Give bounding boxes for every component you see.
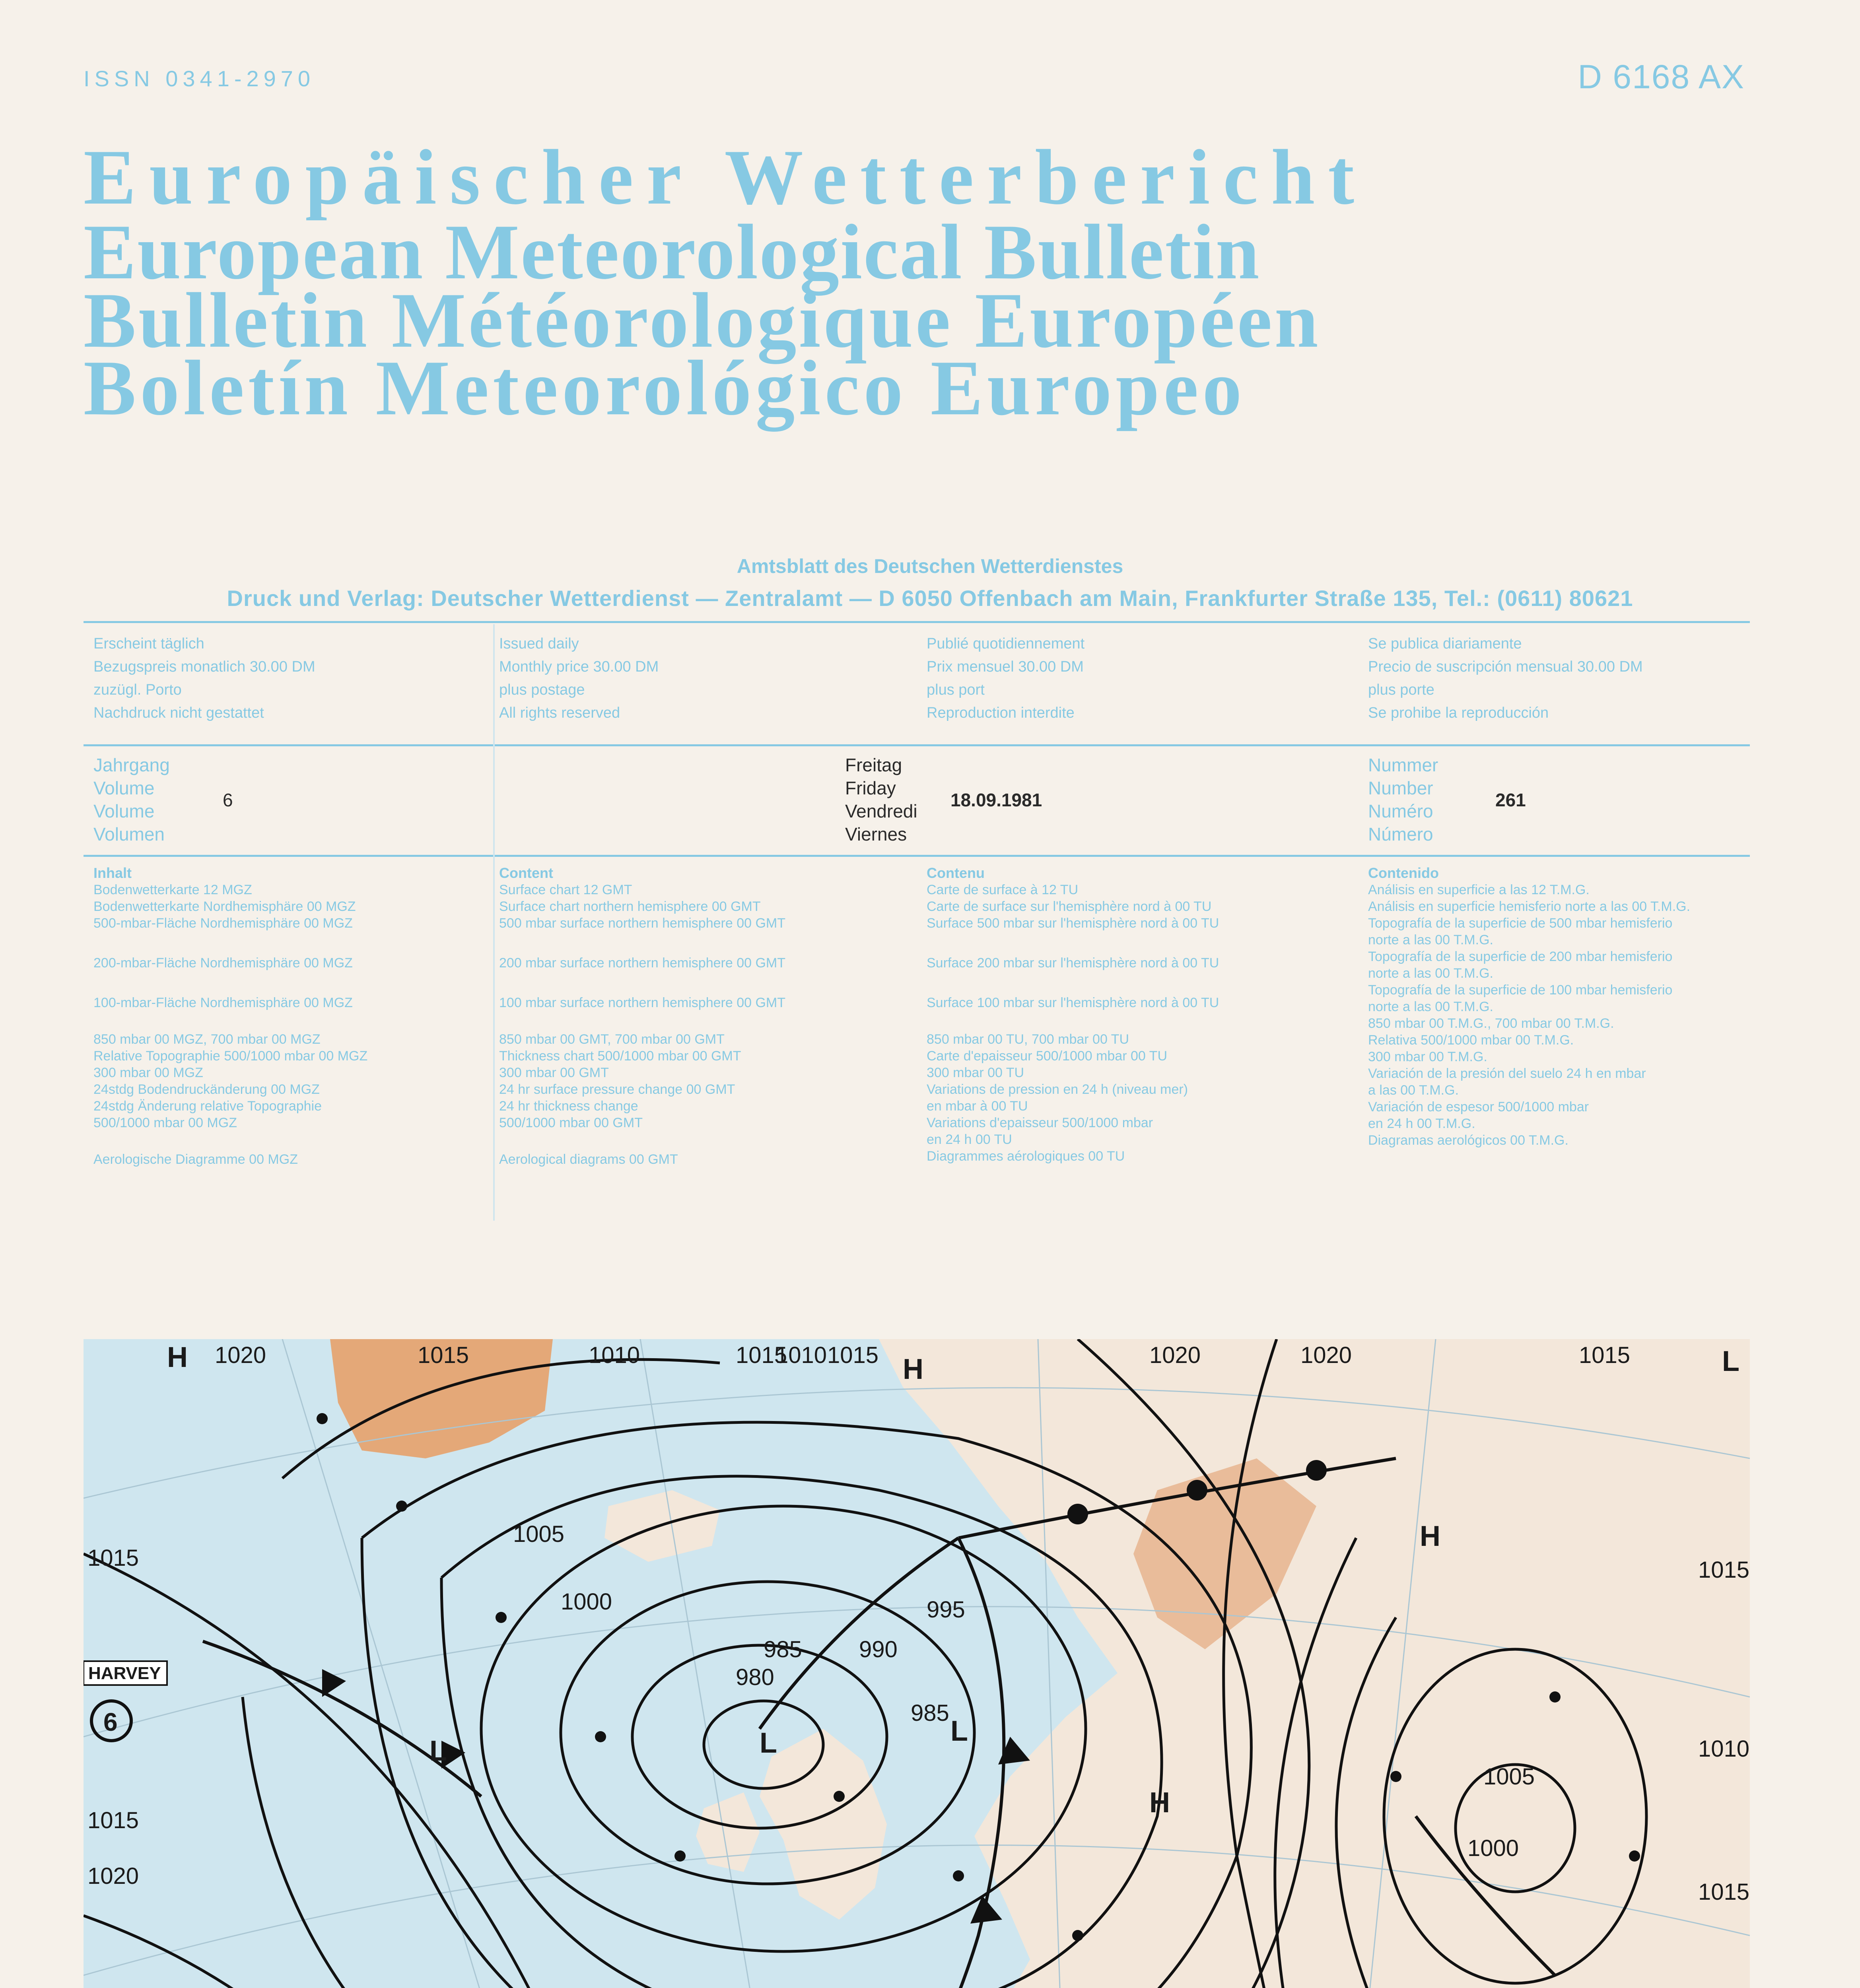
volume-value: 6 [223,790,233,810]
contents-item: Surface 200 mbar sur l'hemisphère nord à 00 TU [927,955,1219,971]
contents-item: Diagramas aerológicos 00 T.M.G. [1368,1133,1568,1148]
pressure-label: 1015 [736,1342,787,1368]
station-marker [953,1870,964,1881]
contents-heading: Content [499,865,553,881]
number-label: Nummer [1368,755,1438,775]
pressure-label: 1015 [87,1807,139,1833]
number-labels [1368,753,1438,846]
contents-item: Topografía de la superficie de 500 mbar hemisferio [1368,916,1673,931]
pressure-label: 985 [911,1700,949,1726]
number-label: Número [1368,824,1433,845]
pressure-label: 1005 [513,1521,565,1547]
low-pressure-center: L [950,1715,968,1747]
contents-item: norte a las 00 T.M.G. [1368,966,1493,981]
day-label: Friday [845,778,896,798]
info-line: Issued daily [499,635,579,652]
pressure-label: 1020 [87,1863,139,1889]
contents-item: Thickness chart 500/1000 mbar 00 GMT [499,1048,741,1064]
warm-front-semicircle [1067,1504,1088,1524]
contents-item: 24stdg Bodendruckänderung 00 MGZ [93,1082,320,1097]
contents-item: 500-mbar-Fläche Nordhemisphäre 00 MGZ [93,916,353,931]
pressure-label: 1015 [87,1545,139,1571]
contents-item: en 24 h 00 TU [927,1132,1012,1147]
contents-item: 300 mbar 00 TU [927,1065,1024,1080]
contents-item: Carte de surface à 12 TU [927,882,1079,897]
pressure-label: 1015 [418,1342,469,1368]
contents-item: Análisis en superficie a las 12 T.M.G. [1368,882,1590,897]
surface-weather-map [84,1339,1750,1988]
low-pressure-center: L [1722,1345,1739,1377]
contents-item: Surface 500 mbar sur l'hemisphère nord à 00 TU [927,916,1219,931]
contents-item: norte a las 00 T.M.G. [1368,999,1493,1014]
contents-heading: Contenido [1368,865,1439,881]
pressure-label: 1020 [1300,1342,1352,1368]
pressure-label: 1015 [1698,1557,1750,1583]
station-marker [1072,1930,1083,1941]
pressure-label: 1015 [1579,1342,1631,1368]
pressure-label: 1020 [215,1342,266,1368]
station-marker [674,1850,686,1862]
contents-item: Variations de pression en 24 h (niveau mer) [927,1082,1188,1097]
volume-labels [93,753,170,846]
low-pressure-center: L [760,1727,777,1759]
pressure-label: 1000 [1467,1835,1519,1861]
station-marker [1629,1850,1640,1862]
day-labels [845,753,917,846]
warm-front-semicircle [1306,1460,1327,1481]
station-marker [834,1791,845,1802]
issue-number: 261 [1495,790,1526,810]
rule-top [84,621,1750,623]
high-pressure-center: H [167,1342,188,1373]
contents-item: Aerologische Diagramme 00 MGZ [93,1152,298,1167]
contents-item: Análisis en superficie hemisferio norte a las 00 T.M.G. [1368,899,1691,914]
contents-item: norte a las 00 T.M.G. [1368,932,1493,947]
pressure-label: 990 [859,1637,898,1662]
contents-item: Carte de surface sur l'hemisphère nord à 00 TU [927,899,1212,914]
pressure-label: 1020 [1149,1342,1201,1368]
info-column-de [93,632,483,724]
info-line: Publié quotidiennement [927,635,1085,652]
contents-heading: Inhalt [93,865,132,881]
contents-item: 850 mbar 00 TU, 700 mbar 00 TU [927,1032,1129,1047]
contents-column-de [93,865,367,1168]
rule-mid [84,744,1750,746]
contents-item: 500/1000 mbar 00 GMT [499,1115,643,1130]
info-line: plus port [927,681,985,698]
contents-item: Variación de espesor 500/1000 mbar [1368,1099,1589,1114]
info-line: plus porte [1368,681,1434,698]
info-line: Prix mensuel 30.00 DM [927,658,1084,675]
contents-item: Bodenwetterkarte 12 MGZ [93,882,252,897]
publication-code: D 6168 AX [1578,58,1745,95]
contents-column-es [1368,865,1690,1149]
volume-label: Volumen [93,824,165,845]
contents-item: Variations d'epaisseur 500/1000 mbar [927,1115,1153,1130]
station-marker [496,1612,507,1623]
contents-item: Topografía de la superficie de 200 mbar hemisferio [1368,949,1673,964]
number-label: Numéro [1368,801,1433,821]
day-label: Vendredi [845,801,917,821]
high-pressure-center: H [1149,1787,1170,1819]
weather-map-svg [84,1339,1750,1988]
contents-item: Surface chart 12 GMT [499,882,632,897]
contents-item: 850 mbar 00 T.M.G., 700 mbar 00 T.M.G. [1368,1016,1614,1031]
pressure-label: 1015 [1698,1879,1750,1905]
storm-label: HARVEY [88,1664,161,1683]
contents-item: Aerological diagrams 00 GMT [499,1152,678,1167]
warm-front-semicircle [1187,1480,1207,1501]
pressure-label: 980 [736,1664,774,1690]
volume-label: Volume [93,778,155,798]
high-pressure-center: H [903,1353,923,1385]
title-german: Europäischer Wetterbericht [84,134,1368,221]
issue-date: 18.09.1981 [950,790,1042,810]
contents-item: 100-mbar-Fläche Nordhemisphäre 00 MGZ [93,995,353,1010]
title-english: European Meteorological Bulletin [84,208,1261,295]
pressure-label: 1005 [1483,1764,1535,1790]
contents-item: Variación de la presión del suelo 24 h en mbar [1368,1066,1646,1081]
contents-item: Relativa 500/1000 mbar 00 T.M.G. [1368,1033,1574,1048]
contents-item: Carte d'epaisseur 500/1000 mbar 00 TU [927,1048,1167,1064]
title-spanish: Boletín Meteorológico Europeo [84,344,1246,431]
pressure-label: 1010 [775,1342,827,1368]
contents-item: 200-mbar-Fläche Nordhemisphäre 00 MGZ [93,955,353,971]
pressure-label: 985 [764,1637,802,1662]
volume-label: Volume [93,801,155,821]
contents-heading: Contenu [927,865,985,881]
info-line: Monthly price 30.00 DM [499,658,659,675]
info-line: Reproduction interdite [927,705,1075,721]
contents-item: a las 00 T.M.G. [1368,1083,1459,1098]
contents-item: Diagrammes aérologiques 00 TU [927,1149,1125,1164]
info-line: Bezugspreis monatlich 30.00 DM [93,658,315,675]
contents-item: 24stdg Änderung relative Topographie [93,1099,322,1114]
pressure-label: 1010 [1698,1736,1750,1762]
contents-item: Surface 100 mbar sur l'hemisphère nord à 00 TU [927,995,1219,1010]
number-label: Number [1368,778,1433,798]
info-line: Erscheint täglich [93,635,204,652]
pressure-label: 1015 [827,1342,879,1368]
contents-item: Surface chart northern hemisphere 00 GMT [499,899,761,914]
volume-label: Jahrgang [93,755,170,775]
pressure-label: 995 [927,1597,965,1623]
info-column-en [499,632,889,724]
contents-item: 24 hr surface pressure change 00 GMT [499,1082,735,1097]
column-divider [493,624,495,1221]
station-marker [317,1413,328,1424]
day-label: Freitag [845,755,902,775]
contents-item: 300 mbar 00 MGZ [93,1065,203,1080]
info-line: plus postage [499,681,585,698]
contents-item: 200 mbar surface northern hemisphere 00 GMT [499,955,786,971]
contents-item: 500/1000 mbar 00 MGZ [93,1115,237,1130]
info-line: Precio de suscripción mensual 30.00 DM [1368,658,1643,675]
contents-column-fr [927,865,1219,1165]
info-line: Nachdruck nicht gestattet [93,705,264,721]
info-line: All rights reserved [499,705,620,721]
pressure-label: 1000 [561,1589,612,1615]
contents-item: 300 mbar 00 T.M.G. [1368,1049,1487,1064]
info-column-fr [927,632,1316,724]
contents-item: 500 mbar surface northern hemisphere 00 GMT [499,916,786,931]
contents-item: 850 mbar 00 MGZ, 700 mbar 00 MGZ [93,1032,321,1047]
info-line: zuzügl. Porto [93,681,182,698]
contents-item: Relative Topographie 500/1000 mbar 00 MGZ [93,1048,368,1064]
pressure-label: 1010 [589,1342,640,1368]
contents-item: 100 mbar surface northern hemisphere 00 GMT [499,995,786,1010]
low-pressure-center: L [430,1735,447,1767]
contents-column-en [499,865,785,1168]
info-column-es [1368,632,1758,724]
official-gazette-line: Amtsblatt des Deutschen Wetterdienstes [737,555,1123,577]
rule-lower [84,855,1750,857]
contents-item: en mbar à 00 TU [927,1099,1028,1114]
info-line: Se publica diariamente [1368,635,1522,652]
station-marker [595,1731,606,1742]
tropical-storm-glyph: 6 [103,1708,118,1736]
station-marker [1549,1691,1561,1703]
contents-item: en 24 h 00 T.M.G. [1368,1116,1475,1131]
contents-item: 850 mbar 00 GMT, 700 mbar 00 GMT [499,1032,725,1047]
contents-item: Bodenwetterkarte Nordhemisphäre 00 MGZ [93,899,356,914]
issn-number: ISSN 0341-2970 [84,66,315,91]
title-french: Bulletin Météorologique Européen [84,277,1321,364]
high-pressure-center: H [1420,1520,1440,1552]
contents-item: Topografía de la superficie de 100 mbar hemisferio [1368,982,1673,998]
info-line: Se prohibe la reproducción [1368,705,1549,721]
day-label: Viernes [845,824,907,845]
publisher-line: Druck und Verlag: Deutscher Wetterdienst — Zentralamt — D 6050 Offenbach am Main, Frankfurter Straße 135, Tel.: (0611) 80621 [227,586,1633,611]
contents-item: 300 mbar 00 GMT [499,1065,609,1080]
contents-item: 24 hr thickness change [499,1099,638,1114]
station-marker [396,1501,407,1512]
station-marker [1390,1771,1401,1782]
